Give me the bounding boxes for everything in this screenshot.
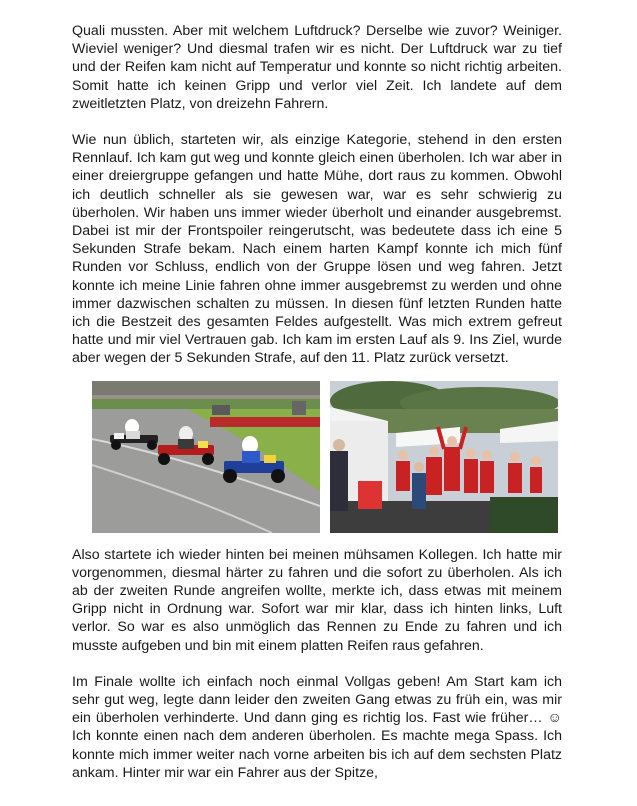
paragraph-qualifying: Quali mussten. Aber mit welchem Luftdruck? Derselbe wie zuvor? Weiniger. Wieviel weniger? Und diesmal trafen wir es nicht. Der Luftdruck war zu tief und der Reifen kam nicht auf Temperatur und konnte so nicht richtig arbeiten. Somit hatte ich keinen Gripp und verlor viel Zeit. Ich landete auf dem zweitletzten Platz, von dreizehn Fahrern. [72,23,562,112]
photo-row [72,381,562,533]
paragraph-final: Im Finale wollte ich einfach noch einmal Vollgas geben! Am Start kam ich sehr gut weg, legte dann leider den zweiten Gang etwas zu früh ein, was mir ein überholen verhinderte. Und dann ging es richtig los. Fast wie früher… ☺ Ich konnte einen nach dem anderen überholen. Es machte mega Spass. Ich konnte mich immer weiter nach vorne arbeiten bis ich auf dem sechsten Platz ankam. Hinter mir war ein Fahrer aus der Spitze, [72,673,562,781]
team-celebration-photo [330,381,558,533]
paragraph-first-race: Wie nun üblich, starteten wir, als einzige Kategorie, stehend in den ersten Rennlauf. Ich kam gut weg und konnte gleich einen überholen. Ich war aber in einer dreiergruppe gefangen und hatte Mühe, dort raus zu kommen. Obwohl ich deutlich schneller als sie gewesen war, war es sehr schwierig zu überholen. Wir haben uns immer wieder überholt und einander ausgebremst. Dabei ist mir der Frontspoiler reingerutscht, was bedeutete dass ich eine 5 Sekunden Strafe bekam. Nach einem harten Kampf konnte ich mich fünf Runden vor Schluss, endlich von der Gruppe lösen und weg fahren. Jetzt konnte ich meine Linie fahren ohne immer ausgebremst zu werden und ohne immer dazwischen schalten zu müssen. In diesen fünf letzten Runden hatte ich die Bestzeit des gesamten Feldes aufgestellt. Was mich extrem gefreut hatte und mir viel Vertrauen gab. Ich kam im ersten Lauf als 9. Ins Ziel, wurde aber wegen der 5 Sekunden Strafe, auf den 11. Platz zurück versetzt. [72,132,562,367]
paragraph-second-race: Also startete ich wieder hinten bei meinen mühsamen Kollegen. Ich hatte mir vorgenommen, diesmal härter zu fahren und die sofort zu überholen. Als ich ab der zweiten Runde angreifen wollte, merkte ich, dass etwas mit meinem Gripp nicht in Ordnung war. Sofort war mir klar, dass ich hinten links, Luft verlor. So war es also unmöglich das Rennen zu Ende zu fahren und ich musste aufgeben und bin mit einem platten Reifen raus gefahren. [72,546,562,654]
document-page [72,22,562,782]
kart-race-photo [92,381,320,533]
